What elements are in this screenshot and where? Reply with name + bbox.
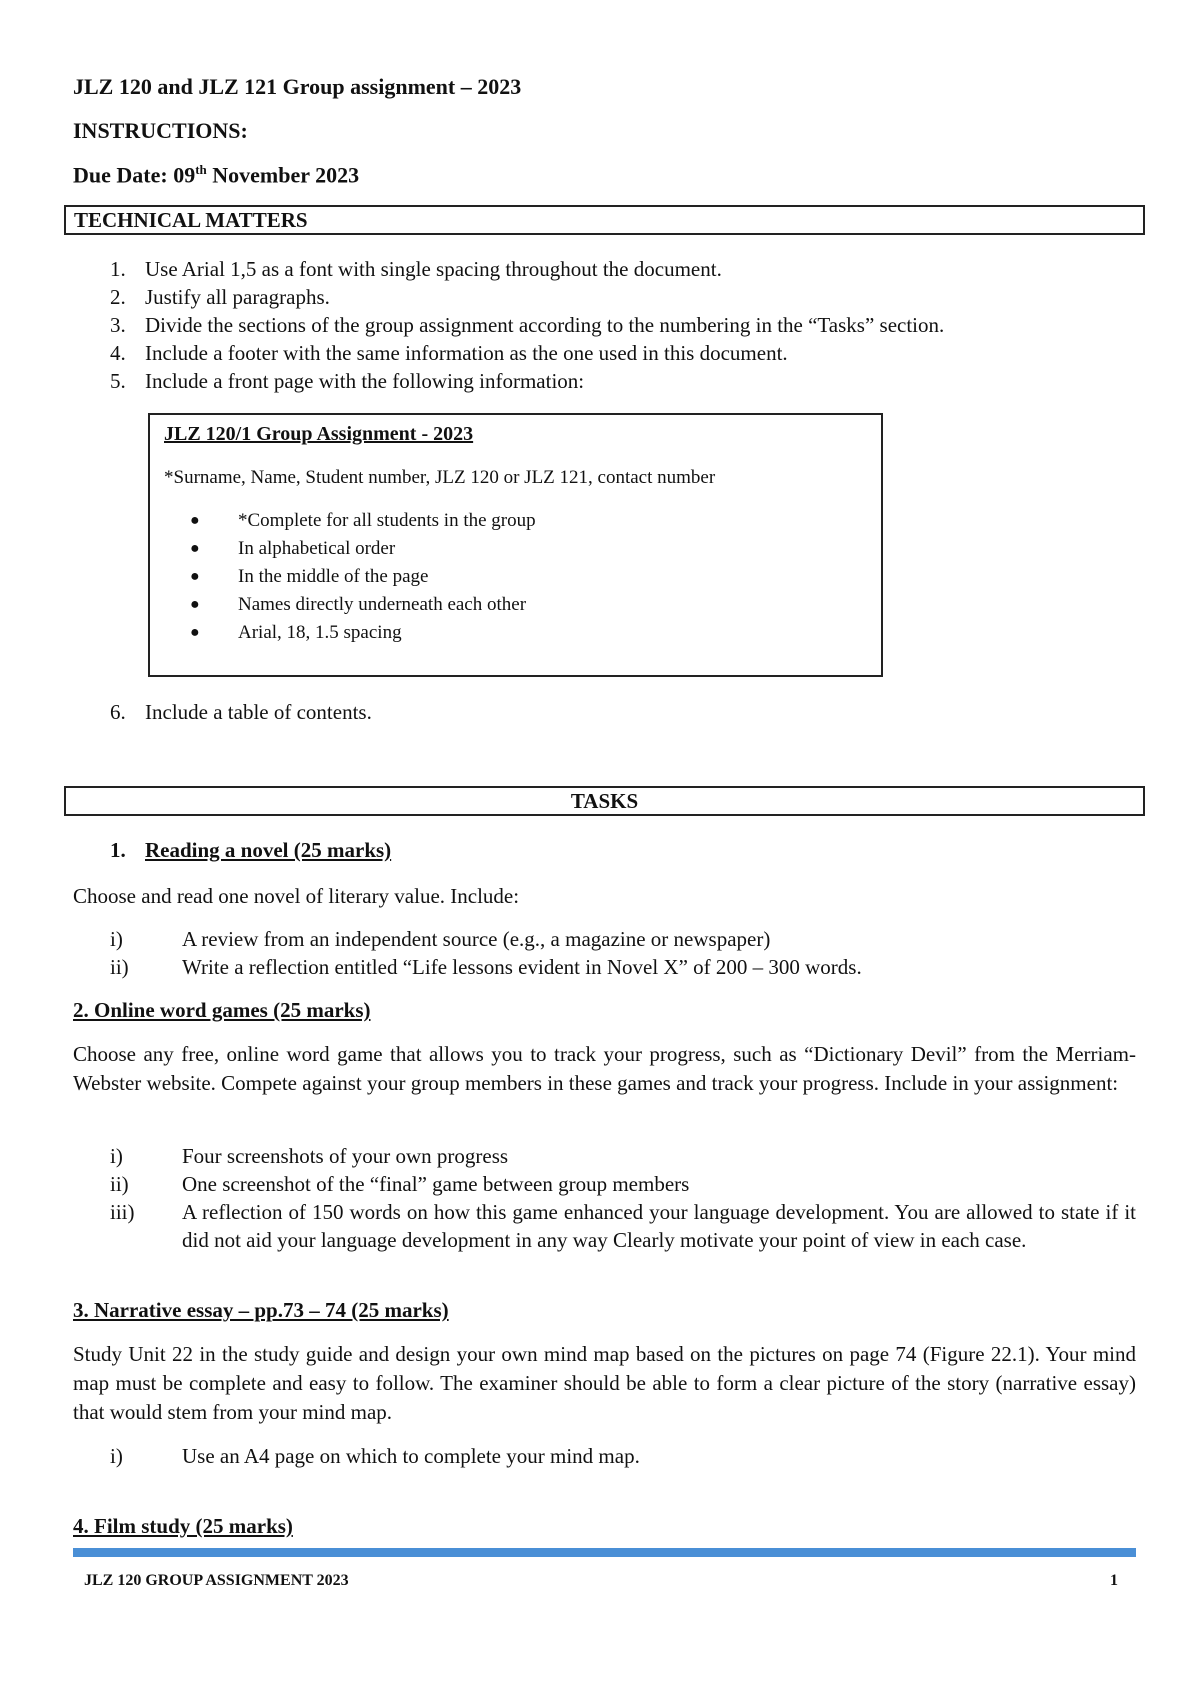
list-item [110, 925, 1136, 953]
technical-matters-heading: TECHNICAL MATTERS [64, 205, 1145, 235]
item-number: 4. [110, 341, 126, 365]
list-item [110, 1198, 1136, 1254]
task4-title: 4. Film study (25 marks) [73, 1514, 293, 1538]
front-page-box [148, 413, 883, 677]
footer-divider [73, 1548, 1136, 1557]
task1-title: Reading a novel (25 marks) [145, 838, 392, 862]
item-roman: i) [110, 1144, 123, 1168]
item-text: Four screenshots of your own progress [182, 1144, 509, 1168]
item-number: 1. [110, 257, 126, 281]
item-roman: i) [110, 1444, 123, 1468]
bullet-icon: ● [190, 624, 200, 641]
list-item [110, 1170, 1136, 1198]
bullet-icon: ● [190, 568, 200, 585]
list-item [190, 535, 536, 563]
list-item [110, 698, 372, 726]
task3-title: 3. Narrative essay – pp.73 – 74 (25 marks) [73, 1298, 449, 1322]
due-date-suffix: November 2023 [206, 162, 360, 188]
item-text: One screenshot of the “final” game between group members [182, 1172, 690, 1196]
due-date-sup: th [195, 162, 207, 177]
list-item [190, 507, 536, 535]
task3-list [110, 1442, 1136, 1470]
list-item [110, 1442, 1136, 1470]
bullet-icon: ● [190, 512, 200, 529]
front-page-details: *Surname, Name, Student number, JLZ 120 or JLZ 121, contact number [164, 467, 716, 488]
item-number: 2. [110, 285, 126, 309]
item-roman: ii) [110, 955, 129, 979]
instructions-label: INSTRUCTIONS: [73, 118, 248, 143]
item-text: Use Arial 1,5 as a font with single spacing throughout the document. [145, 257, 722, 281]
task1-intro: Choose and read one novel of literary value. Include: [73, 884, 520, 908]
item-text: Include a footer with the same information as the one used in this document. [145, 341, 788, 365]
item-text: Use an A4 page on which to complete your mind map. [182, 1444, 640, 1468]
list-item [190, 619, 536, 647]
technical-list-cont [110, 698, 372, 726]
item-number: 6. [110, 700, 126, 724]
bullet-text: In alphabetical order [238, 538, 396, 559]
front-page-title: JLZ 120/1 Group Assignment - 2023 [164, 423, 474, 445]
list-item [190, 591, 536, 619]
item-number: 5. [110, 369, 126, 393]
task1-number: 1. [110, 838, 126, 862]
list-item [110, 953, 1136, 981]
item-text: Include a front page with the following information: [145, 369, 585, 393]
item-text: A review from an independent source (e.g., a magazine or newspaper) [182, 927, 771, 951]
list-item [110, 255, 944, 283]
bullet-text: Names directly underneath each other [238, 594, 527, 615]
task3-intro: Study Unit 22 in the study guide and design your own mind map based on the pictures on page 74 (Figure 22.1). Your mind map must be complete and easy to follow. The examiner should be able to form a clear picture of the story (narrative essay) that would stem from your mind map. [73, 1342, 1136, 1424]
item-text: Justify all paragraphs. [145, 285, 330, 309]
list-item [110, 367, 944, 395]
bullet-icon: ● [190, 596, 200, 613]
tasks-heading: TASKS [64, 786, 1145, 816]
footer-label: JLZ 120 GROUP ASSIGNMENT 2023 [84, 1572, 349, 1589]
item-text: Divide the sections of the group assignment according to the numbering in the “Tasks” section. [145, 313, 945, 337]
item-text: Write a reflection entitled “Life lessons evident in Novel X” of 200 – 300 words. [182, 955, 862, 979]
bullet-icon: ● [190, 540, 200, 557]
list-item [110, 1142, 1136, 1170]
item-text: A reflection of 150 words on how this game enhanced your language development. You are allowed to state if it did not aid your language development in any way Clearly motivate your point of view in each case. [182, 1200, 1136, 1252]
bullet-text: Arial, 18, 1.5 spacing [238, 622, 402, 643]
due-date-prefix: Due Date: 09 [73, 162, 196, 188]
item-roman: ii) [110, 1172, 129, 1196]
due-date [73, 162, 359, 188]
list-item [110, 283, 944, 311]
item-number: 3. [110, 313, 126, 337]
list-item [110, 339, 944, 367]
bullet-text: In the middle of the page [238, 566, 429, 587]
item-text: Include a table of contents. [145, 700, 372, 724]
task1-heading [110, 838, 391, 863]
page-number: 1 [1110, 1572, 1118, 1589]
bullet-text: *Complete for all students in the group [238, 510, 536, 531]
task2-list [110, 1142, 1136, 1254]
item-roman: iii) [110, 1200, 135, 1224]
document-title: JLZ 120 and JLZ 121 Group assignment – 2023 [73, 74, 522, 99]
item-roman: i) [110, 927, 123, 951]
technical-list [110, 255, 944, 395]
task2-title: 2. Online word games (25 marks) [73, 998, 371, 1022]
list-item [190, 563, 536, 591]
task1-list [110, 925, 1136, 981]
task2-intro: Choose any free, online word game that allows you to track your progress, such as “Dictionary Devil” from the Merriam-Webster website. Compete against your group members in these games and track your progress. Include in your assignment: [73, 1042, 1136, 1095]
front-page-bullets [190, 507, 536, 647]
list-item [110, 311, 944, 339]
